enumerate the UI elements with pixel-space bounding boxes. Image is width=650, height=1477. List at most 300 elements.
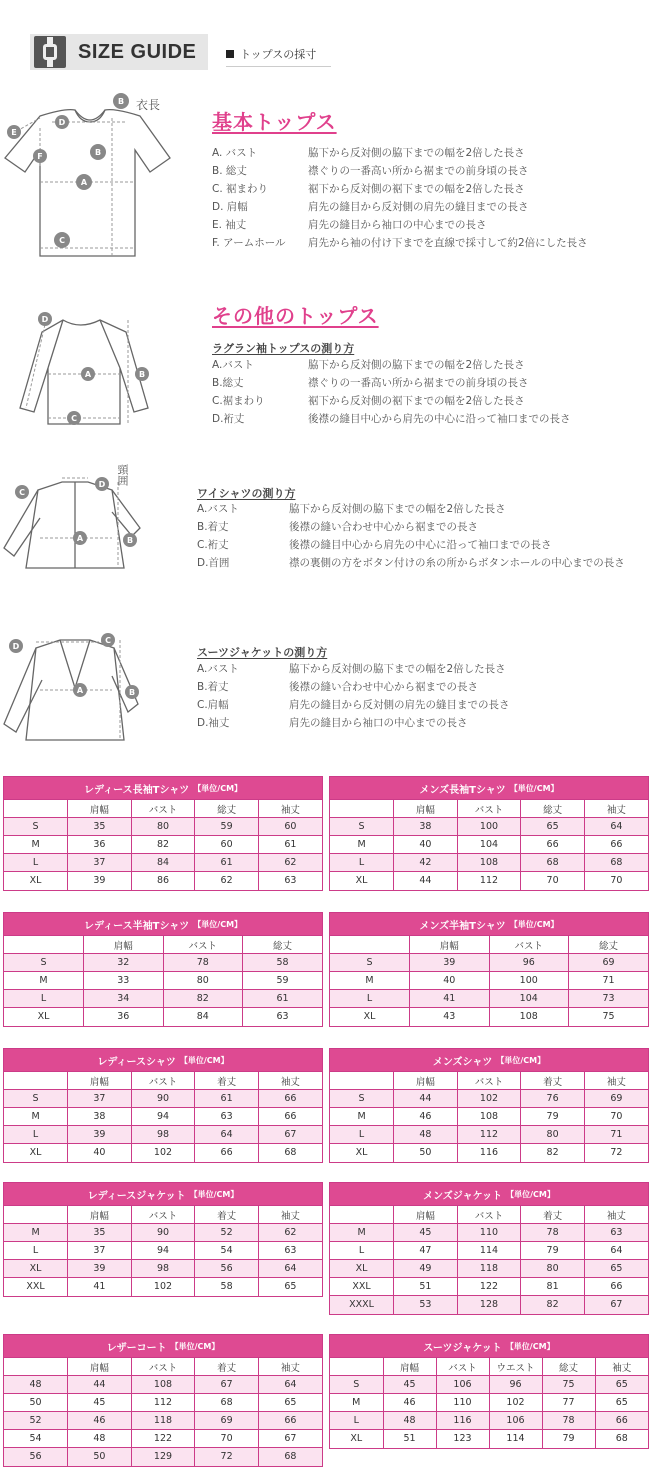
- table-row: [4, 990, 322, 1008]
- table-row: [330, 854, 648, 872]
- table-cell: 112: [457, 872, 521, 890]
- table-row: [330, 1412, 648, 1430]
- table-cell: 79: [542, 1430, 595, 1448]
- table-caption: [330, 1335, 648, 1357]
- measure-description: 脇下から反対側の脇下までの幅を2倍した長さ: [289, 663, 506, 675]
- table-cell: 50: [394, 1144, 458, 1162]
- svg-text:C: C: [71, 414, 77, 423]
- table-cell: 44: [394, 1090, 458, 1108]
- measure-item: [212, 234, 588, 252]
- table-row: [330, 836, 648, 854]
- table-row: [330, 1008, 648, 1026]
- table-cell: 65: [584, 1260, 648, 1278]
- measure-key: B.着丈: [197, 681, 229, 693]
- column-header: 肩幅: [68, 800, 132, 818]
- table-cell: 59: [243, 972, 323, 990]
- table-cell: 66: [584, 836, 648, 854]
- size-label-cell: M: [330, 836, 394, 854]
- size-label-cell: S: [330, 1090, 394, 1108]
- table-cell: 96: [489, 954, 569, 972]
- column-header: 肩幅: [394, 1206, 458, 1224]
- column-header: バスト: [489, 936, 569, 954]
- table-cell: 75: [542, 1376, 595, 1394]
- table-caption: [330, 1183, 648, 1205]
- size-table: [329, 776, 649, 891]
- measure-item: [197, 518, 625, 536]
- table-row: [4, 872, 322, 890]
- table-cell: 112: [131, 1394, 195, 1412]
- table-cell: 122: [457, 1278, 521, 1296]
- table-cell: 62: [258, 1224, 322, 1242]
- table-row: [330, 1394, 648, 1412]
- svg-text:C: C: [59, 236, 65, 245]
- table-cell: 32: [84, 954, 164, 972]
- raglan-heading: ラグラン袖トップスの測り方: [212, 342, 355, 355]
- table-row: [4, 1278, 322, 1296]
- table-row: [330, 872, 648, 890]
- size-label-cell: XL: [4, 1260, 68, 1278]
- column-header: 総丈: [521, 800, 585, 818]
- size-table: [3, 1334, 323, 1467]
- raglan-illustration: [8, 308, 158, 438]
- size-label-cell: M: [330, 972, 410, 990]
- table-cell: 128: [457, 1296, 521, 1314]
- measure-item: [212, 392, 571, 410]
- table-cell: 56: [195, 1260, 259, 1278]
- table-cell: 64: [584, 1242, 648, 1260]
- measure-item: [197, 660, 510, 678]
- table-cell: 38: [394, 818, 458, 836]
- suit-jacket-illustration: [0, 628, 150, 748]
- table-cell: 50: [68, 1448, 132, 1466]
- other-tops-title: その他のトップス: [212, 304, 379, 328]
- size-label-cell: M: [4, 972, 84, 990]
- column-header: 着丈: [195, 1072, 259, 1090]
- size-label-cell: 54: [4, 1430, 68, 1448]
- table-cell: 66: [595, 1412, 648, 1430]
- size-guide-logo: [30, 34, 208, 70]
- table-cell: 68: [195, 1394, 259, 1412]
- table-cell: 61: [243, 990, 323, 1008]
- table-row: [330, 1090, 648, 1108]
- table-cell: 34: [84, 990, 164, 1008]
- table-cell: 129: [131, 1448, 195, 1466]
- column-header: バスト: [131, 1358, 195, 1376]
- size-label-cell: XL: [4, 1144, 68, 1162]
- column-header: [4, 1358, 68, 1376]
- basic-tops-measure-list: [212, 144, 588, 252]
- measure-item: [197, 696, 510, 714]
- size-label-cell: XL: [4, 1008, 84, 1026]
- table-cell: 79: [521, 1108, 585, 1126]
- measure-description: 裾下から反対側の裾下までの幅を2倍した長さ: [308, 395, 525, 407]
- column-header: 袖丈: [584, 800, 648, 818]
- column-header: ウエスト: [489, 1358, 542, 1376]
- size-label-cell: XXXL: [330, 1296, 394, 1314]
- table-cell: 39: [68, 872, 132, 890]
- table-cell: 39: [68, 1260, 132, 1278]
- column-header: バスト: [457, 1206, 521, 1224]
- table-cell: 81: [521, 1278, 585, 1296]
- table-title: レディース半袖Tシャツ: [83, 920, 190, 932]
- table-cell: 65: [521, 818, 585, 836]
- table-row: [330, 1260, 648, 1278]
- table-cell: 110: [436, 1394, 489, 1412]
- table-cell: 82: [131, 836, 195, 854]
- size-table: [3, 776, 323, 891]
- table-cell: 64: [258, 1260, 322, 1278]
- table-title: メンズ半袖Tシャツ: [419, 920, 506, 932]
- table-cell: 66: [258, 1412, 322, 1430]
- table-row: [330, 990, 648, 1008]
- table-cell: 108: [457, 1108, 521, 1126]
- table-cell: 64: [258, 1376, 322, 1394]
- table-cell: 80: [131, 818, 195, 836]
- table-header-row: [4, 936, 322, 954]
- table-cell: 60: [258, 818, 322, 836]
- size-label-cell: M: [330, 1108, 394, 1126]
- section-subtitle: トップスの採寸: [226, 46, 331, 67]
- table-title: レディースシャツ: [97, 1056, 176, 1068]
- measure-item: [212, 180, 588, 198]
- measure-description: 後襟の縫目中心から肩先の中心に沿って袖口までの長さ: [289, 539, 552, 551]
- table-header-row: [4, 1358, 322, 1376]
- table-caption: [4, 1335, 322, 1357]
- table-caption: [4, 1183, 322, 1205]
- table-caption: [330, 1049, 648, 1071]
- column-header: バスト: [131, 1072, 195, 1090]
- table-cell: 58: [195, 1278, 259, 1296]
- column-header: 着丈: [195, 1206, 259, 1224]
- column-header: 袖丈: [584, 1206, 648, 1224]
- table-cell: 37: [68, 1090, 132, 1108]
- table-cell: 68: [595, 1430, 648, 1448]
- table-caption: [4, 913, 322, 935]
- table-title: レディースジャケット: [87, 1190, 186, 1202]
- table-cell: 40: [410, 972, 490, 990]
- size-label-cell: S: [4, 1090, 68, 1108]
- table-cell: 80: [163, 972, 243, 990]
- table-cell: 45: [394, 1224, 458, 1242]
- table-cell: 44: [394, 872, 458, 890]
- column-header: 肩幅: [68, 1206, 132, 1224]
- size-label-cell: L: [330, 1242, 394, 1260]
- measure-key: D.袖丈: [197, 717, 230, 729]
- measure-description: 裾下から反対側の裾下までの幅を2倍した長さ: [308, 183, 525, 195]
- table-cell: 42: [394, 854, 458, 872]
- table-row: [330, 1278, 648, 1296]
- size-label-cell: 52: [4, 1412, 68, 1430]
- svg-text:D: D: [58, 118, 66, 127]
- size-label-cell: XL: [330, 872, 394, 890]
- size-label-cell: M: [330, 1224, 394, 1242]
- table-cell: 70: [584, 872, 648, 890]
- table-cell: 67: [258, 1126, 322, 1144]
- measure-key: E. 袖丈: [212, 219, 247, 231]
- measure-key: B.総丈: [212, 377, 244, 389]
- table-caption: [4, 1049, 322, 1071]
- table-cell: 76: [521, 1090, 585, 1108]
- table-row: [4, 1144, 322, 1162]
- dress-shirt-heading: ワイシャツの測り方: [197, 487, 296, 500]
- svg-text:F: F: [37, 152, 43, 161]
- size-label-cell: L: [330, 1126, 394, 1144]
- table-cell: 46: [68, 1412, 132, 1430]
- measure-item: [197, 678, 510, 696]
- table-cell: 48: [394, 1126, 458, 1144]
- measure-item: [197, 554, 625, 572]
- table-cell: 84: [163, 1008, 243, 1026]
- table-row: [330, 1144, 648, 1162]
- table-cell: 96: [489, 1376, 542, 1394]
- measure-description: 襟の裏側の方をボタン付けの糸の所からボタンホールの中心までの長さ: [289, 557, 625, 569]
- table-cell: 106: [489, 1412, 542, 1430]
- table-cell: 35: [68, 1224, 132, 1242]
- size-label-cell: L: [4, 1242, 68, 1260]
- size-label-cell: S: [4, 818, 68, 836]
- dress-shirt-measure-list: [197, 500, 625, 572]
- svg-text:D: D: [98, 480, 106, 489]
- svg-text:D: D: [12, 642, 20, 651]
- measure-key: A.バスト: [212, 359, 254, 371]
- table-cell: 59: [195, 818, 259, 836]
- size-label-cell: XL: [330, 1430, 383, 1448]
- table-cell: 66: [584, 1278, 648, 1296]
- table-cell: 66: [258, 1090, 322, 1108]
- table-cell: 78: [521, 1224, 585, 1242]
- table-cell: 52: [195, 1224, 259, 1242]
- table-caption: [330, 913, 648, 935]
- table-cell: 118: [457, 1260, 521, 1278]
- column-header: 肩幅: [394, 800, 458, 818]
- column-header: [330, 936, 410, 954]
- basic-tops-title: 基本トップス: [212, 110, 337, 134]
- table-header-row: [330, 1358, 648, 1376]
- table-cell: 46: [383, 1394, 436, 1412]
- size-table: [3, 1048, 323, 1163]
- table-cell: 84: [131, 854, 195, 872]
- column-header: 袖丈: [258, 1358, 322, 1376]
- raglan-measure-list: [212, 356, 571, 428]
- measure-description: 肩先の縫目から袖口の中心までの長さ: [289, 717, 468, 729]
- measure-item: [212, 374, 571, 392]
- suit-jacket-heading: スーツジャケットの測り方: [197, 646, 328, 659]
- size-table: [3, 1182, 323, 1297]
- logo-text: SIZE GUIDE: [78, 41, 197, 63]
- table-cell: 90: [131, 1090, 195, 1108]
- svg-text:D: D: [41, 315, 49, 324]
- table-cell: 66: [195, 1144, 259, 1162]
- svg-text:C: C: [19, 488, 25, 497]
- column-header: 肩幅: [383, 1358, 436, 1376]
- table-cell: 79: [521, 1242, 585, 1260]
- table-cell: 65: [258, 1394, 322, 1412]
- size-label-cell: L: [330, 990, 410, 1008]
- column-header: バスト: [131, 1206, 195, 1224]
- measure-description: 脇下から反対側の脇下までの幅を2倍した長さ: [289, 503, 506, 515]
- column-header: バスト: [436, 1358, 489, 1376]
- table-cell: 51: [394, 1278, 458, 1296]
- measure-item: [212, 356, 571, 374]
- measure-key: C.肩幅: [197, 699, 229, 711]
- size-label-cell: L: [4, 854, 68, 872]
- table-row: [4, 1242, 322, 1260]
- column-header: 総丈: [195, 800, 259, 818]
- measure-description: 後襟の縫目中心から肩先の中心に沿って袖口までの長さ: [308, 413, 571, 425]
- column-header: 袖丈: [595, 1358, 648, 1376]
- table-cell: 37: [68, 854, 132, 872]
- column-header: 総丈: [542, 1358, 595, 1376]
- column-header: 肩幅: [84, 936, 164, 954]
- table-row: [4, 854, 322, 872]
- table-header-row: [330, 1072, 648, 1090]
- table-cell: 90: [131, 1224, 195, 1242]
- measure-item: [197, 536, 625, 554]
- size-label-cell: 56: [4, 1448, 68, 1466]
- svg-text:B: B: [117, 97, 125, 106]
- table-row: [330, 1224, 648, 1242]
- size-label-cell: M: [4, 1108, 68, 1126]
- table-cell: 67: [584, 1296, 648, 1314]
- size-table: [329, 1048, 649, 1163]
- table-header-row: [330, 936, 648, 954]
- measure-key: C.裄丈: [197, 539, 229, 551]
- measure-item: [212, 144, 588, 162]
- measure-description: 襟ぐりの一番高い所から裾までの前身頃の長さ: [308, 377, 529, 389]
- table-cell: 48: [383, 1412, 436, 1430]
- measure-item: [212, 198, 588, 216]
- table-cell: 62: [195, 872, 259, 890]
- table-unit: 【単位/CM】: [496, 1055, 546, 1065]
- table-title: メンズジャケット: [423, 1190, 503, 1202]
- size-label-cell: S: [4, 954, 84, 972]
- column-header: バスト: [457, 800, 521, 818]
- table-cell: 36: [68, 836, 132, 854]
- table-cell: 112: [457, 1126, 521, 1144]
- table-cell: 66: [258, 1108, 322, 1126]
- measure-description: 後襟の縫い合わせ中心から裾までの長さ: [289, 521, 478, 533]
- table-cell: 72: [584, 1144, 648, 1162]
- table-cell: 48: [68, 1430, 132, 1448]
- svg-text:C: C: [105, 636, 111, 645]
- table-unit: 【単位/CM】: [505, 1341, 555, 1351]
- table-cell: 108: [131, 1376, 195, 1394]
- measure-key: D. 肩幅: [212, 201, 248, 213]
- watch-icon: [34, 36, 66, 68]
- table-cell: 70: [584, 1108, 648, 1126]
- table-cell: 114: [457, 1242, 521, 1260]
- table-cell: 40: [394, 836, 458, 854]
- table-cell: 63: [258, 872, 322, 890]
- table-row: [4, 1376, 322, 1394]
- table-row: [330, 972, 648, 990]
- table-cell: 47: [394, 1242, 458, 1260]
- table-caption: [4, 777, 322, 799]
- table-cell: 118: [131, 1412, 195, 1430]
- table-cell: 58: [243, 954, 323, 972]
- table-cell: 71: [584, 1126, 648, 1144]
- size-table: [329, 1334, 649, 1449]
- table-row: [4, 1126, 322, 1144]
- svg-text:E: E: [11, 128, 17, 137]
- table-cell: 36: [84, 1008, 164, 1026]
- column-header: 着丈: [195, 1358, 259, 1376]
- size-label-cell: L: [4, 1126, 68, 1144]
- size-label-cell: XL: [330, 1008, 410, 1026]
- table-cell: 62: [258, 854, 322, 872]
- table-cell: 65: [595, 1394, 648, 1412]
- table-cell: 86: [131, 872, 195, 890]
- table-row: [4, 836, 322, 854]
- svg-text:B: B: [128, 688, 136, 697]
- table-row: [330, 818, 648, 836]
- table-header-row: [4, 800, 322, 818]
- size-label-cell: L: [4, 990, 84, 1008]
- table-cell: 39: [68, 1126, 132, 1144]
- table-cell: 100: [457, 818, 521, 836]
- table-header-row: [330, 1206, 648, 1224]
- measure-key: F. アームホール: [212, 237, 286, 249]
- svg-text:A: A: [84, 370, 92, 379]
- table-unit: 【単位/CM】: [189, 1189, 239, 1199]
- table-row: [4, 1430, 322, 1448]
- measure-item: [197, 714, 510, 732]
- table-title: スーツジャケット: [423, 1342, 502, 1354]
- size-table: [3, 912, 323, 1027]
- table-row: [4, 818, 322, 836]
- size-label-cell: XXL: [330, 1278, 394, 1296]
- table-row: [4, 1260, 322, 1278]
- table-cell: 70: [521, 872, 585, 890]
- measure-description: 肩先から袖の付け下までを直線で採寸して約2倍にした長さ: [308, 237, 588, 249]
- table-row: [330, 1430, 648, 1448]
- table-row: [330, 1126, 648, 1144]
- size-table: [329, 912, 649, 1027]
- column-header: 袖丈: [258, 1206, 322, 1224]
- column-header: バスト: [163, 936, 243, 954]
- table-row: [4, 1108, 322, 1126]
- table-caption: [330, 777, 648, 799]
- size-table: [329, 1182, 649, 1315]
- measure-description: 襟ぐりの一番高い所から裾までの前身頃の長さ: [308, 165, 529, 177]
- measure-item: [212, 216, 588, 234]
- column-header: 肩幅: [410, 936, 490, 954]
- table-cell: 49: [394, 1260, 458, 1278]
- table-row: [4, 1090, 322, 1108]
- measure-item: [212, 410, 571, 428]
- size-label-cell: S: [330, 1376, 383, 1394]
- column-header: 総丈: [569, 936, 649, 954]
- table-cell: 82: [163, 990, 243, 1008]
- size-label-cell: S: [330, 954, 410, 972]
- square-bullet-icon: [226, 50, 234, 58]
- size-label-cell: XL: [330, 1260, 394, 1278]
- column-header: [4, 1072, 68, 1090]
- table-cell: 104: [489, 990, 569, 1008]
- table-cell: 65: [595, 1376, 648, 1394]
- svg-text:B: B: [94, 148, 102, 157]
- size-label-cell: S: [330, 818, 394, 836]
- neck-note: 頸囲: [116, 464, 129, 486]
- table-cell: 67: [258, 1430, 322, 1448]
- column-header: 着丈: [521, 1072, 585, 1090]
- table-cell: 108: [489, 1008, 569, 1026]
- table-cell: 37: [68, 1242, 132, 1260]
- size-label-cell: 48: [4, 1376, 68, 1394]
- measure-key: C. 裾まわり: [212, 183, 269, 195]
- size-label-cell: XXL: [4, 1278, 68, 1296]
- measure-key: A.バスト: [197, 663, 239, 675]
